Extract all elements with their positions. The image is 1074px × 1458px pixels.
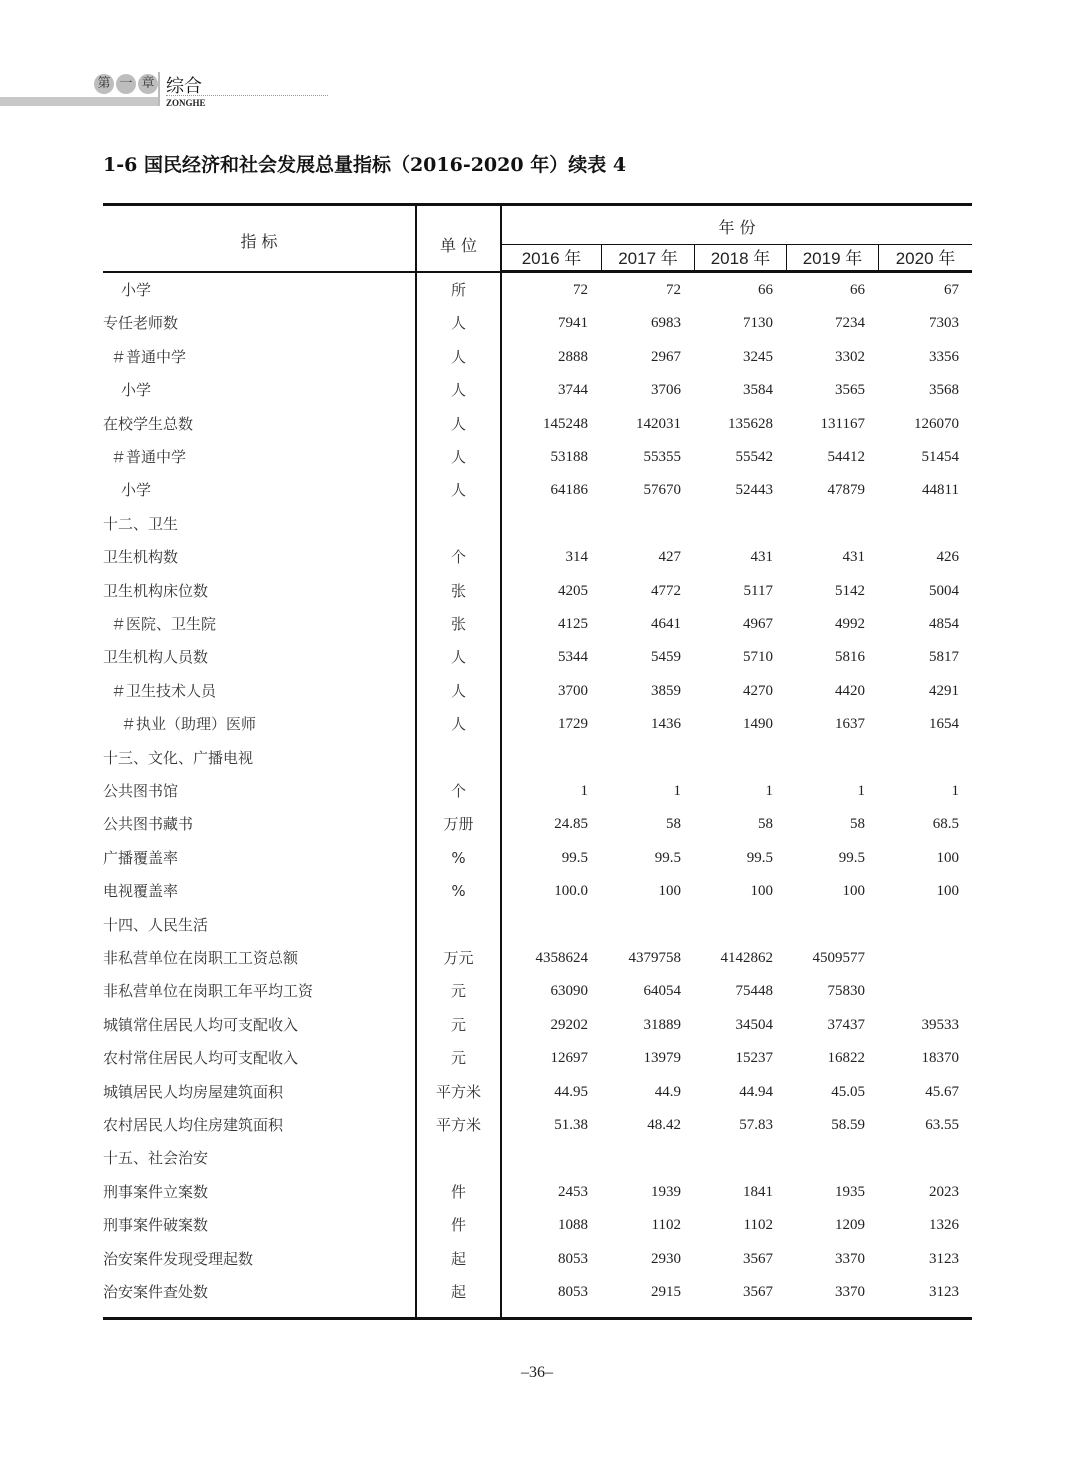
value-cell: 431 — [750, 549, 773, 566]
section-title-en: ZONGHE — [166, 98, 206, 108]
indicator-name: 城镇居民人均房屋建筑面积 — [103, 1082, 284, 1101]
value-cell: 37437 — [827, 1016, 865, 1033]
value-cell: 57.83 — [739, 1117, 773, 1133]
value-cell: 58.59 — [831, 1117, 865, 1133]
table-title: 1-6 国民经济和社会发展总量指标（2016-2020 年）续表 4 — [103, 154, 627, 176]
value-cell: 99.5 — [746, 849, 773, 866]
indicator-name: 专任老师数 — [103, 314, 179, 333]
header-indicator: 指 标 — [240, 232, 278, 251]
table-row — [103, 942, 972, 975]
header-bottom-rule — [103, 271, 972, 273]
value-cell: 4854 — [929, 616, 959, 632]
value-cell: 5117 — [743, 582, 773, 599]
value-cell: 16822 — [827, 1050, 865, 1067]
value-cell: 8053 — [558, 1250, 588, 1267]
value-cell: 51454 — [921, 449, 959, 465]
value-cell: 3302 — [835, 348, 865, 365]
indicator-name: ＃执业（助理）医师 — [121, 715, 257, 734]
indicator-name: 十四、人民生活 — [103, 915, 209, 934]
value-cell: 44811 — [922, 482, 959, 499]
value-cell: 2967 — [651, 348, 681, 365]
indicator-name: 刑事案件破案数 — [103, 1216, 209, 1235]
value-cell: 131167 — [820, 415, 865, 432]
value-cell: 3565 — [835, 382, 865, 399]
header-unit: 单 位 — [439, 236, 478, 255]
value-cell: 4420 — [835, 682, 865, 699]
table-row — [103, 441, 972, 474]
indicator-name: 广播覆盖率 — [103, 848, 179, 867]
unit-cell: 平方米 — [435, 1116, 481, 1134]
value-cell: 1 — [673, 783, 681, 799]
value-cell: 1088 — [558, 1217, 588, 1234]
table-row — [103, 575, 972, 608]
value-cell: 72 — [666, 282, 681, 298]
table-row — [103, 975, 972, 1008]
header-year: 2020 年 — [879, 244, 972, 271]
unit-cell: 人 — [450, 347, 466, 366]
unit-cell: 人 — [450, 648, 466, 667]
value-cell: 1654 — [929, 716, 959, 733]
value-cell: 51.38 — [554, 1117, 588, 1133]
unit-cell: 元 — [450, 1015, 466, 1034]
value-cell: 72 — [573, 282, 588, 298]
indicator-name: ＃普通中学 — [111, 347, 187, 366]
table-bottom-rule — [103, 1317, 972, 1320]
table-row — [103, 1042, 972, 1075]
unit-cell: 个 — [450, 548, 466, 567]
value-cell: 3859 — [651, 682, 681, 699]
value-cell: 1729 — [558, 716, 588, 733]
value-cell: 5817 — [929, 649, 959, 666]
indicator-name: ＃卫生技术人员 — [111, 681, 217, 700]
header-divider — [158, 72, 160, 106]
value-cell: 5816 — [835, 649, 865, 666]
unit-cell: % — [451, 882, 466, 901]
value-cell: 7303 — [929, 315, 959, 332]
value-cell: 3370 — [835, 1284, 865, 1300]
value-cell: 1102 — [651, 1217, 681, 1234]
table-row — [103, 408, 972, 441]
table-row — [103, 274, 972, 307]
unit-cell: 个 — [450, 782, 466, 800]
value-cell: 5142 — [835, 582, 865, 599]
value-cell: 2915 — [651, 1284, 681, 1300]
value-cell: 426 — [936, 549, 959, 566]
unit-cell: 件 — [450, 1182, 466, 1201]
value-cell: 48.42 — [647, 1117, 681, 1133]
value-cell: 66 — [758, 282, 773, 298]
value-cell: 54412 — [827, 449, 865, 465]
indicator-name: 卫生机构床位数 — [103, 581, 209, 600]
value-cell: 99.5 — [561, 849, 588, 866]
table-row — [103, 474, 972, 507]
value-cell: 3700 — [558, 682, 588, 699]
table-row — [103, 341, 972, 374]
indicator-name: 十二、卫生 — [103, 514, 179, 533]
unit-cell: 元 — [450, 1049, 466, 1068]
unit-cell: 起 — [450, 1283, 466, 1301]
value-cell: 45.67 — [925, 1083, 959, 1100]
value-cell: 100 — [842, 883, 865, 900]
value-cell: 13979 — [643, 1050, 681, 1067]
unit-cell: 人 — [450, 414, 466, 433]
value-cell: 4205 — [558, 582, 588, 599]
unit-cell: 元 — [450, 982, 466, 1001]
value-cell: 100 — [658, 883, 681, 900]
indicator-name: 刑事案件立案数 — [103, 1182, 209, 1201]
chapter-badge — [94, 74, 158, 94]
value-cell: 52443 — [735, 482, 773, 499]
table-row — [103, 374, 972, 407]
unit-cell: 所 — [450, 281, 466, 299]
table-row — [103, 541, 972, 574]
value-cell: 64186 — [550, 482, 588, 499]
value-cell: 314 — [565, 549, 588, 566]
value-cell: 2888 — [558, 348, 588, 365]
value-cell: 3567 — [743, 1284, 773, 1300]
value-cell: 53188 — [550, 449, 588, 465]
chapter-char: 第 — [94, 74, 114, 94]
value-cell: 4772 — [651, 582, 681, 599]
value-cell: 44.94 — [739, 1083, 773, 1100]
unit-cell: 张 — [450, 581, 466, 600]
indicator-name: 卫生机构数 — [103, 548, 179, 567]
value-cell: 64054 — [643, 983, 681, 1000]
indicator-name: 小学 — [121, 381, 152, 400]
indicator-name: 在校学生总数 — [103, 414, 194, 433]
table-row — [103, 808, 972, 841]
indicator-name: 非私营单位在岗职工年平均工资 — [103, 982, 314, 1001]
value-cell: 7130 — [743, 315, 773, 332]
indicator-name: 十五、社会治安 — [103, 1149, 209, 1168]
unit-cell: 人 — [450, 481, 466, 500]
indicator-name: 治安案件发现受理起数 — [103, 1249, 254, 1268]
table-row — [103, 708, 972, 741]
indicator-name: 十三、文化、广播电视 — [103, 748, 254, 767]
value-cell: 4125 — [558, 616, 588, 632]
page-number: –36– — [521, 1364, 553, 1381]
value-cell: 3356 — [929, 348, 959, 365]
chapter-char: 一 — [116, 74, 136, 94]
value-cell: 18370 — [921, 1050, 959, 1067]
value-cell: 24.85 — [554, 816, 588, 833]
value-cell: 3123 — [929, 1250, 959, 1267]
value-cell: 57670 — [643, 482, 681, 499]
indicator-name: 公共图书藏书 — [103, 815, 194, 834]
value-cell: 34504 — [735, 1016, 773, 1033]
value-cell: 1436 — [651, 716, 681, 733]
value-cell: 47879 — [827, 482, 865, 499]
table-row — [103, 909, 972, 942]
value-cell: 31889 — [643, 1016, 681, 1033]
value-cell: 135628 — [728, 415, 773, 432]
value-cell: 3245 — [743, 348, 773, 365]
table-top-rule — [103, 203, 972, 206]
table-row — [103, 1176, 972, 1209]
value-cell: 67 — [944, 282, 959, 298]
value-cell: 100.0 — [554, 883, 588, 900]
value-cell: 29202 — [550, 1016, 588, 1033]
value-cell: 75448 — [735, 983, 773, 1000]
value-cell: 2023 — [929, 1183, 959, 1200]
unit-cell: 张 — [450, 615, 466, 633]
value-cell: 99.5 — [654, 849, 681, 866]
value-cell: 427 — [658, 549, 681, 566]
header-year: 2017 年 — [602, 244, 695, 271]
value-cell: 58 — [758, 816, 773, 833]
value-cell: 4509577 — [812, 950, 865, 966]
unit-cell: 万册 — [443, 815, 474, 834]
value-cell: 2453 — [558, 1183, 588, 1200]
table-row — [103, 775, 972, 808]
value-cell: 8053 — [558, 1284, 588, 1300]
table-row — [103, 1142, 972, 1175]
table-row — [103, 675, 972, 708]
unit-cell: 人 — [450, 715, 466, 734]
unit-cell: 人 — [450, 381, 466, 400]
value-cell: 58 — [666, 816, 681, 833]
chapter-char: 章 — [138, 74, 158, 94]
value-cell: 7941 — [558, 315, 588, 332]
value-cell: 100 — [936, 883, 959, 900]
value-cell: 44.95 — [554, 1083, 588, 1100]
indicator-name: 非私营单位在岗职工工资总额 — [103, 949, 299, 967]
indicator-name: ＃医院、卫生院 — [111, 615, 217, 633]
value-cell: 3744 — [558, 382, 588, 399]
value-cell: 4992 — [835, 616, 865, 632]
table-row — [103, 1009, 972, 1042]
value-cell: 5459 — [651, 649, 681, 666]
value-cell: 99.5 — [838, 849, 865, 866]
value-cell: 58 — [850, 816, 865, 833]
unit-cell: 件 — [450, 1216, 466, 1235]
value-cell: 100 — [750, 883, 773, 900]
value-cell: 1326 — [929, 1217, 959, 1234]
value-cell: 1935 — [835, 1183, 865, 1200]
unit-cell: 人 — [450, 681, 466, 700]
unit-cell: % — [451, 848, 466, 867]
value-cell: 63.55 — [925, 1117, 959, 1133]
value-cell: 55542 — [735, 449, 773, 465]
value-cell: 3584 — [743, 382, 773, 399]
header-year: 2018 年 — [695, 244, 787, 271]
header-year: 2016 年 — [502, 244, 602, 271]
indicator-name: 公共图书馆 — [103, 782, 179, 800]
value-cell: 431 — [842, 549, 865, 566]
value-cell: 1939 — [651, 1183, 681, 1200]
value-cell: 1637 — [835, 716, 865, 733]
value-cell: 4358624 — [535, 950, 588, 966]
value-cell: 5004 — [929, 582, 959, 599]
value-cell: 55355 — [643, 449, 681, 465]
value-cell: 6983 — [651, 315, 681, 332]
value-cell: 3568 — [929, 382, 959, 399]
value-cell: 68.5 — [932, 816, 959, 833]
value-cell: 12697 — [550, 1050, 588, 1067]
unit-cell: 万元 — [443, 949, 474, 967]
table-row — [103, 1109, 972, 1142]
table-row — [103, 608, 972, 641]
value-cell: 5710 — [743, 649, 773, 666]
value-cell: 4270 — [743, 682, 773, 699]
value-cell: 4967 — [743, 616, 773, 632]
section-title: 综合 — [166, 76, 202, 97]
value-cell: 75830 — [827, 983, 865, 1000]
value-cell: 1 — [580, 783, 588, 799]
value-cell: 1 — [765, 783, 773, 799]
unit-cell: 人 — [450, 448, 466, 466]
value-cell: 4379758 — [628, 950, 681, 966]
value-cell: 1209 — [835, 1217, 865, 1234]
table-row — [103, 641, 972, 674]
table-row — [103, 307, 972, 340]
value-cell: 145248 — [543, 415, 588, 432]
table-row — [103, 842, 972, 875]
table-row — [103, 875, 972, 908]
table-row — [103, 1076, 972, 1109]
value-cell: 3123 — [929, 1284, 959, 1300]
unit-cell: 起 — [450, 1249, 466, 1268]
value-cell: 1 — [857, 783, 865, 799]
indicator-name: 小学 — [121, 481, 152, 500]
value-cell: 45.05 — [831, 1083, 865, 1100]
indicator-name: 电视覆盖率 — [103, 882, 179, 901]
indicator-name: 治安案件查处数 — [103, 1283, 209, 1301]
value-cell: 7234 — [835, 315, 865, 332]
indicator-name: 农村居民人均住房建筑面积 — [103, 1116, 284, 1134]
value-cell: 44.9 — [654, 1083, 681, 1100]
value-cell: 4291 — [929, 682, 959, 699]
table-row — [103, 508, 972, 541]
value-cell: 100 — [936, 849, 959, 866]
value-cell: 2930 — [651, 1250, 681, 1267]
value-cell: 3706 — [651, 382, 681, 399]
value-cell: 63090 — [550, 983, 588, 1000]
table-row — [103, 1209, 972, 1242]
indicator-name: 城镇常住居民人均可支配收入 — [103, 1015, 299, 1034]
value-cell: 142031 — [636, 415, 681, 432]
value-cell: 39533 — [921, 1016, 959, 1033]
table-row — [103, 1276, 972, 1309]
indicator-name: 农村常住居民人均可支配收入 — [103, 1049, 299, 1068]
value-cell: 3370 — [835, 1250, 865, 1267]
value-cell: 1841 — [743, 1183, 773, 1200]
indicator-name: ＃普通中学 — [111, 448, 187, 466]
header-dotted-rule — [166, 95, 328, 96]
table-row — [103, 742, 972, 775]
indicator-name: 小学 — [121, 281, 152, 299]
table-row — [103, 1243, 972, 1276]
value-cell: 15237 — [735, 1050, 773, 1067]
value-cell: 1102 — [743, 1217, 773, 1234]
header-years-group: 年 份 — [718, 218, 756, 237]
value-cell: 66 — [850, 282, 865, 298]
value-cell: 1490 — [743, 716, 773, 733]
value-cell: 5344 — [558, 649, 588, 666]
value-cell: 3567 — [743, 1250, 773, 1267]
header-bar — [0, 97, 160, 106]
value-cell: 4641 — [651, 616, 681, 632]
value-cell: 1 — [951, 783, 959, 799]
value-cell: 4142862 — [720, 950, 773, 966]
value-cell: 126070 — [914, 415, 959, 432]
unit-cell: 平方米 — [435, 1082, 481, 1101]
header-year: 2019 年 — [787, 244, 879, 271]
unit-cell: 人 — [450, 314, 466, 333]
indicator-name: 卫生机构人员数 — [103, 648, 209, 667]
